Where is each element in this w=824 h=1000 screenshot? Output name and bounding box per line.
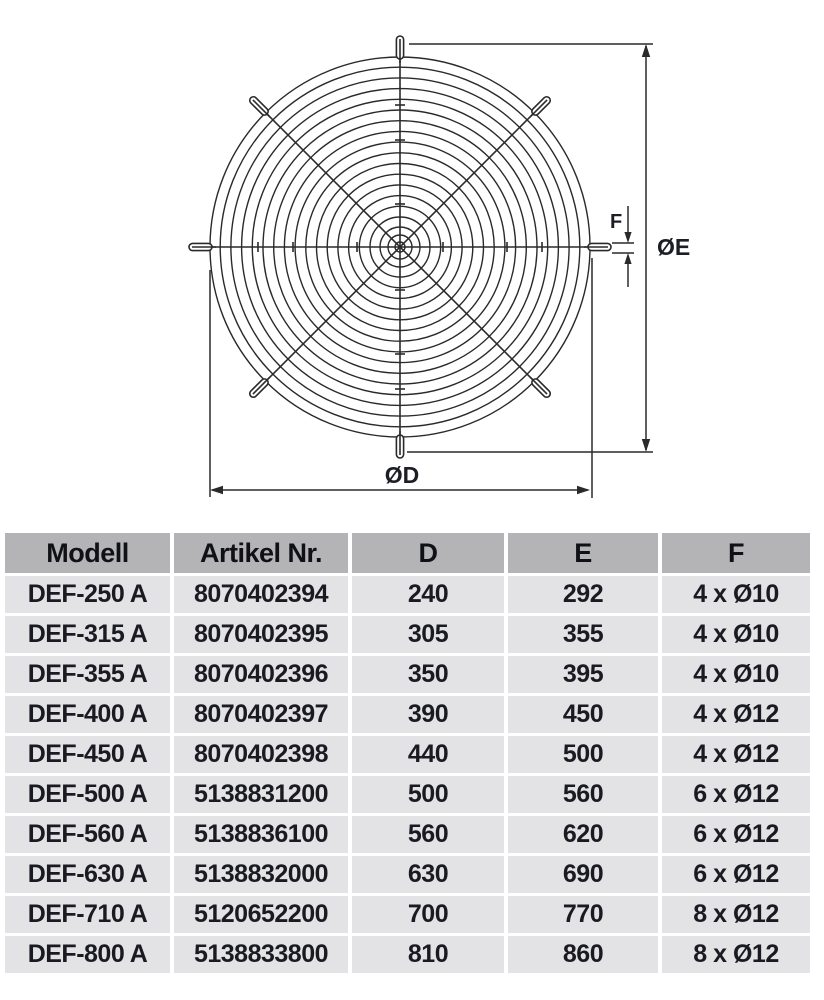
table-cell: 620 [508, 816, 658, 853]
table-cell: 5138833800 [174, 936, 348, 973]
table-cell: 4 x Ø12 [662, 736, 810, 773]
table-cell: 240 [352, 576, 504, 613]
table-cell: 560 [352, 816, 504, 853]
spec-table [5, 533, 810, 973]
model-cell: DEF-315 A [5, 616, 170, 653]
table-cell: 5138832000 [174, 856, 348, 893]
dim-label-F: F [610, 211, 623, 233]
table-cell: 5138831200 [174, 776, 348, 813]
column-header-artikel-nr: Artikel Nr. [174, 533, 348, 573]
table-cell: 8070402395 [174, 616, 348, 653]
column-header-d: D [352, 533, 504, 573]
table-cell: 500 [508, 736, 658, 773]
table-cell: 500 [352, 776, 504, 813]
table-cell: 390 [352, 696, 504, 733]
table-cell: 8070402397 [174, 696, 348, 733]
table-cell: 305 [352, 616, 504, 653]
table-cell: 6 x Ø12 [662, 776, 810, 813]
table-cell: 4 x Ø10 [662, 576, 810, 613]
table-cell: 8070402396 [174, 656, 348, 693]
model-cell: DEF-250 A [5, 576, 170, 613]
column-header-e: E [508, 533, 658, 573]
table-cell: 350 [352, 656, 504, 693]
table-cell: 810 [352, 936, 504, 973]
table-cell: 8 x Ø12 [662, 936, 810, 973]
table-cell: 395 [508, 656, 658, 693]
table-cell: 8070402398 [174, 736, 348, 773]
table-cell: 450 [508, 696, 658, 733]
table-cell: 4 x Ø10 [662, 616, 810, 653]
table-cell: 4 x Ø10 [662, 656, 810, 693]
column-header-f: F [662, 533, 810, 573]
table-cell: 5120652200 [174, 896, 348, 933]
table-cell: 770 [508, 896, 658, 933]
table-cell: 560 [508, 776, 658, 813]
model-cell: DEF-710 A [5, 896, 170, 933]
table-cell: 8070402394 [174, 576, 348, 613]
table-cell: 860 [508, 936, 658, 973]
dimension-E [407, 44, 653, 452]
table-cell: 8 x Ø12 [662, 896, 810, 933]
table-cell: 292 [508, 576, 658, 613]
table-cell: 4 x Ø12 [662, 696, 810, 733]
model-cell: DEF-355 A [5, 656, 170, 693]
model-cell: DEF-560 A [5, 816, 170, 853]
table-cell: 5138836100 [174, 816, 348, 853]
table-cell: 630 [352, 856, 504, 893]
column-header-modell: Modell [5, 533, 170, 573]
table-cell: 440 [352, 736, 504, 773]
table-cell: 355 [508, 616, 658, 653]
model-cell: DEF-500 A [5, 776, 170, 813]
table-cell: 6 x Ø12 [662, 816, 810, 853]
model-cell: DEF-800 A [5, 936, 170, 973]
table-cell: 6 x Ø12 [662, 856, 810, 893]
model-cell: DEF-630 A [5, 856, 170, 893]
table-cell: 700 [352, 896, 504, 933]
dim-label-D: ØD [384, 462, 420, 488]
table-cell: 690 [508, 856, 658, 893]
dim-label-E: ØE [657, 234, 691, 260]
model-cell: DEF-400 A [5, 696, 170, 733]
model-cell: DEF-450 A [5, 736, 170, 773]
